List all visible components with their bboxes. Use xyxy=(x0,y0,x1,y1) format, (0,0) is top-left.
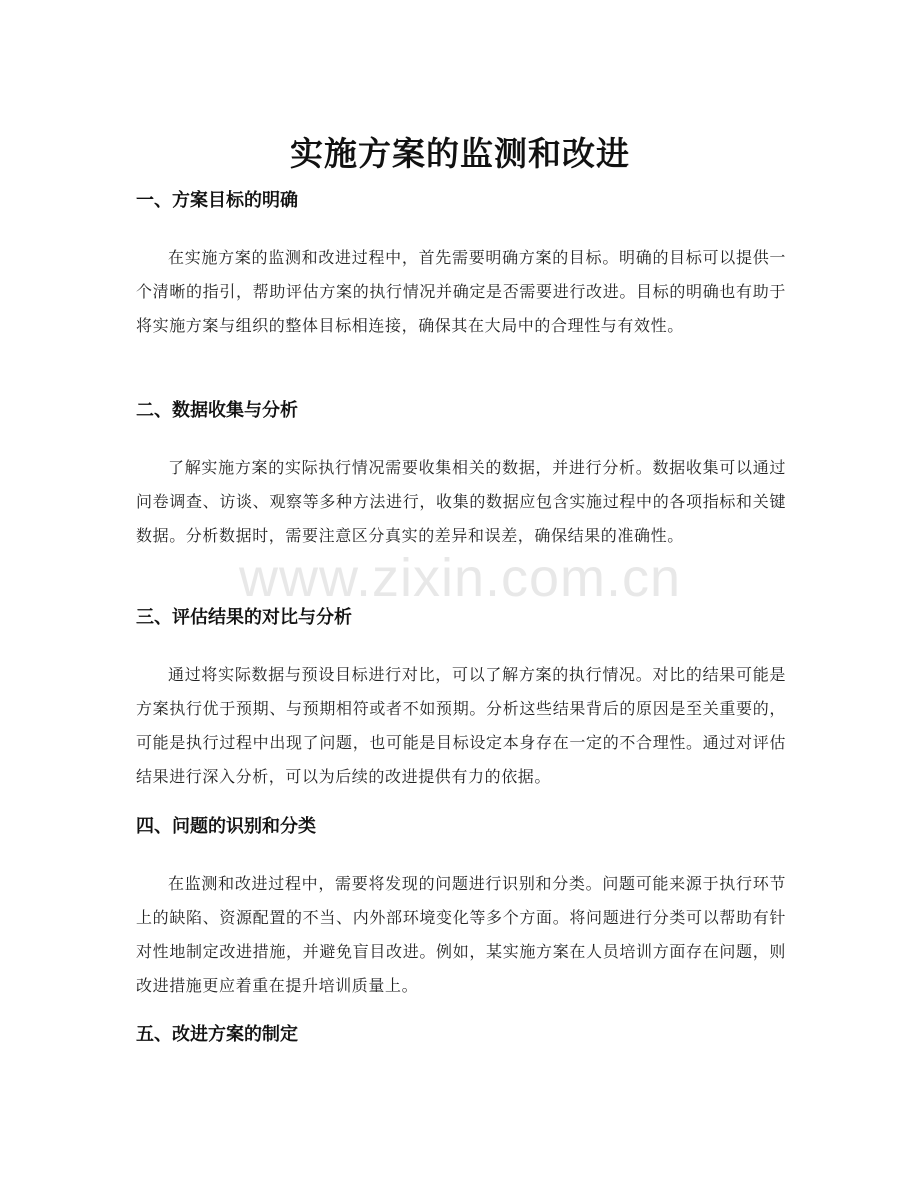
section-goal-clarification xyxy=(136,187,786,343)
section-paragraph: 通过将实际数据与预设目标进行对比，可以了解方案的执行情况。对比的结果可能是方案执行优于预期、与预期相符或者不如预期。分析这些结果背后的原因是至关重要的，可能是执行过程中出现了问题，也可能是目标设定本身存在一定的不合理性。通过对评估结果进行深入分析，可以为后续的改进提供有力的依据。 xyxy=(136,665,786,786)
section-heading: 二、数据收集与分析 xyxy=(136,400,298,421)
section-heading: 五、改进方案的制定 xyxy=(136,1024,298,1045)
section-paragraph: 在实施方案的监测和改进过程中，首先需要明确方案的目标。明确的目标可以提供一个清晰的指引，帮助评估方案的执行情况并确定是否需要进行改进。目标的明确也有助于将实施方案与组织的整体目标相连接，确保其在大局中的合理性与有效性。 xyxy=(136,248,786,335)
section-heading: 一、方案目标的明确 xyxy=(136,190,298,211)
page-title: 实施方案的监测和改进 xyxy=(290,134,630,174)
section-result-comparison xyxy=(136,604,786,794)
section-problem-identification xyxy=(136,813,786,1003)
section-heading: 三、评估结果的对比与分析 xyxy=(136,607,352,628)
watermark: www.zixin.com.cn xyxy=(238,548,682,608)
section-paragraph: 在监测和改进过程中，需要将发现的问题进行识别和分类。问题可能来源于执行环节上的缺陷、资源配置的不当、内外部环境变化等多个方面。将问题进行分类可以帮助有针对性地制定改进措施，并避免盲目改进。例如，某实施方案在人员培训方面存在问题，则改进措施更应着重在提升培训质量上。 xyxy=(136,874,786,995)
section-paragraph: 了解实施方案的实际执行情况需要收集相关的数据，并进行分析。数据收集可以通过问卷调查、访谈、观察等多种方法进行，收集的数据应包含实施过程中的各项指标和关键数据。分析数据时，需要注意区分真实的差异和误差，确保结果的准确性。 xyxy=(136,458,786,545)
section-data-collection xyxy=(136,397,786,553)
section-heading: 四、问题的识别和分类 xyxy=(136,816,316,837)
section-improvement-plan xyxy=(136,1021,786,1049)
